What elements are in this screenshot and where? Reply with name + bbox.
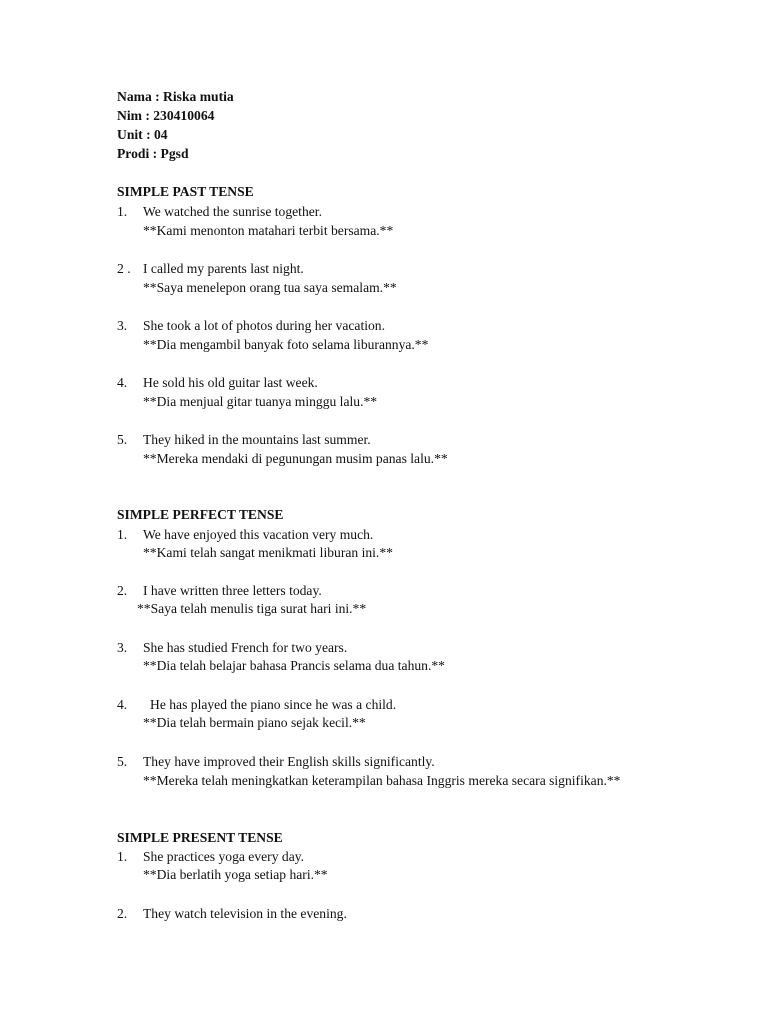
student-prodi: Prodi : Pgsd xyxy=(117,146,189,161)
item-number: 1. xyxy=(117,849,128,864)
english-sentence: I called my parents last night. xyxy=(143,261,304,276)
indonesian-translation: **Mereka telah meningkatkan keterampilan bahasa Inggris mereka secara signifikan.** xyxy=(143,773,621,788)
english-sentence: She practices yoga every day. xyxy=(143,849,305,864)
student-nim: Nim : 230410064 xyxy=(117,108,215,123)
english-sentence: He has played the piano since he was a child. xyxy=(150,697,397,712)
item-number: 2 . xyxy=(117,261,131,276)
english-sentence: She took a lot of photos during her vacation. xyxy=(143,318,385,333)
item-number: 3. xyxy=(117,640,128,655)
indonesian-translation: **Kami telah sangat menikmati liburan ini.** xyxy=(143,545,393,560)
section-title-simple-past: SIMPLE PAST TENSE xyxy=(117,184,254,199)
section-title-simple-perfect: SIMPLE PERFECT TENSE xyxy=(117,507,284,522)
student-info xyxy=(117,87,234,163)
item-number: 5. xyxy=(117,432,128,447)
indonesian-translation: **Dia telah bermain piano sejak kecil.** xyxy=(143,715,366,730)
indonesian-translation: **Mereka mendaki di pegunungan musim panas lalu.** xyxy=(143,451,448,466)
student-name: Nama : Riska mutia xyxy=(117,89,234,104)
english-sentence: They hiked in the mountains last summer. xyxy=(143,432,371,447)
english-sentence: She has studied French for two years. xyxy=(143,640,348,655)
indonesian-translation: **Dia mengambil banyak foto selama liburannya.** xyxy=(143,337,429,352)
indonesian-translation: **Dia menjual gitar tuanya minggu lalu.** xyxy=(143,394,378,409)
english-sentence: They have improved their English skills significantly. xyxy=(143,754,435,769)
indonesian-translation: **Dia berlatih yoga setiap hari.** xyxy=(143,867,328,882)
item-number: 3. xyxy=(117,318,128,333)
student-unit: Unit : 04 xyxy=(117,127,168,142)
indonesian-translation: **Saya menelepon orang tua saya semalam.** xyxy=(143,280,397,295)
english-sentence: We watched the sunrise together. xyxy=(143,204,322,219)
indonesian-translation: **Dia telah belajar bahasa Prancis selama dua tahun.** xyxy=(143,658,445,673)
item-number: 4. xyxy=(117,697,128,712)
item-number: 2. xyxy=(117,583,128,598)
item-number: 4. xyxy=(117,375,128,390)
english-sentence: I have written three letters today. xyxy=(143,583,322,598)
indonesian-translation: **Saya telah menulis tiga surat hari ini.** xyxy=(137,601,367,616)
item-number: 1. xyxy=(117,527,128,542)
item-number: 5. xyxy=(117,754,128,769)
indonesian-translation: **Kami menonton matahari terbit bersama.** xyxy=(143,223,394,238)
english-sentence: We have enjoyed this vacation very much. xyxy=(143,527,374,542)
section-title-simple-present: SIMPLE PRESENT TENSE xyxy=(117,830,283,845)
english-sentence: They watch television in the evening. xyxy=(143,906,347,921)
item-number: 2. xyxy=(117,906,128,921)
english-sentence: He sold his old guitar last week. xyxy=(143,375,318,390)
item-number: 1. xyxy=(117,204,128,219)
